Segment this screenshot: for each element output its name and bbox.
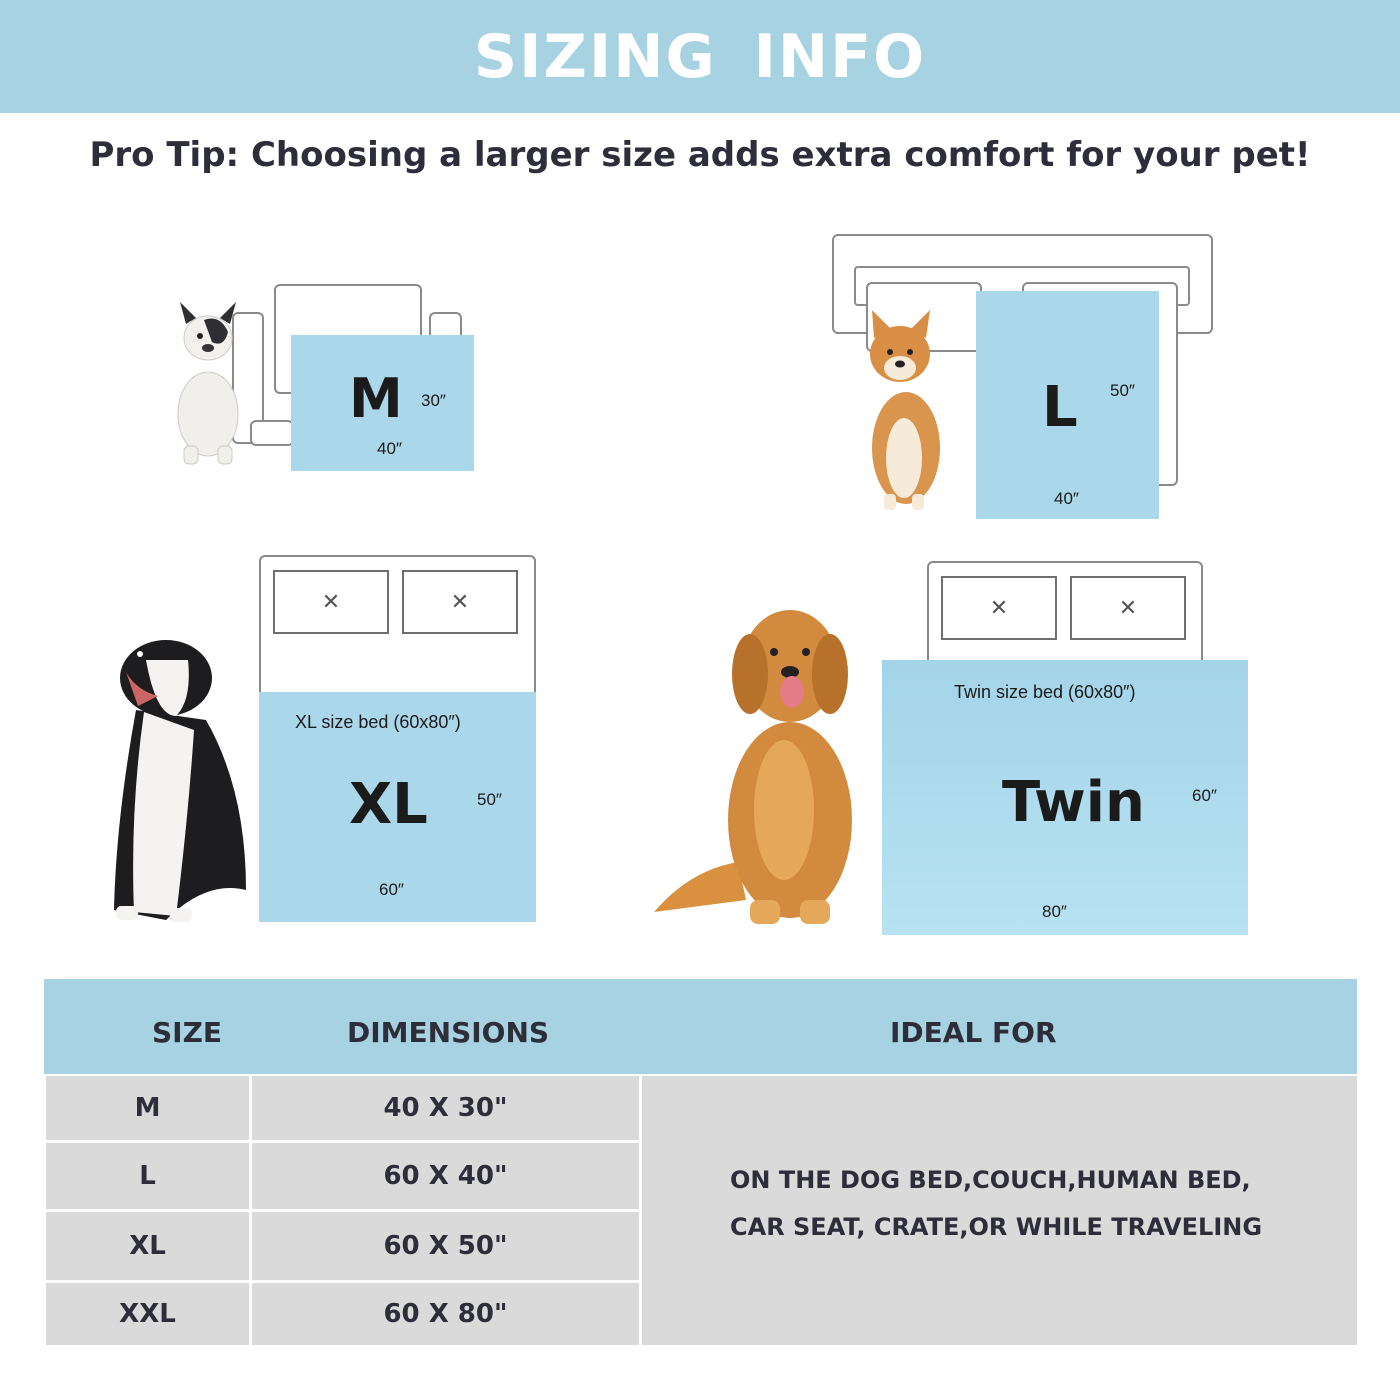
armchair-leg-outline xyxy=(250,420,294,446)
dimension-bottom-xl: 60″ xyxy=(379,880,404,899)
table-cell-ideal-for xyxy=(642,1076,1357,1345)
golden-retriever-image xyxy=(650,600,872,930)
french-bulldog-image xyxy=(168,296,250,466)
table-header-row xyxy=(44,979,1357,1074)
dimension-bottom-twin: 80″ xyxy=(1042,902,1067,921)
pillow-left-twin: ✕ xyxy=(941,576,1057,640)
size-label-twin: Twin xyxy=(1002,770,1145,835)
dimension-side-xl: 50″ xyxy=(477,790,502,809)
blanket-xl xyxy=(259,692,536,922)
pillow-left-xl: ✕ xyxy=(273,570,389,634)
table-cell-size: XXL xyxy=(46,1283,249,1345)
ideal-for-line-2: CAR SEAT, CRATE,OR WHILE TRAVELING xyxy=(730,1213,1263,1241)
dimension-side-l: 50″ xyxy=(1110,381,1135,400)
table-cell-dimensions: 60 X 80" xyxy=(252,1283,639,1345)
caption-xl: XL size bed (60x80″) xyxy=(295,712,461,732)
pillow-right-xl: ✕ xyxy=(402,570,518,634)
table-cell-dimensions: 40 X 30" xyxy=(252,1076,639,1140)
header-banner xyxy=(0,0,1400,113)
table-cell-size: L xyxy=(46,1143,249,1209)
size-label-l: L xyxy=(1042,375,1078,440)
ideal-for-line-1: ON THE DOG BED,COUCH,HUMAN BED, xyxy=(730,1166,1251,1194)
table-header-size: SIZE xyxy=(152,1016,223,1049)
table-cell-dimensions: 60 X 40" xyxy=(252,1143,639,1209)
blanket-m xyxy=(291,335,474,471)
table-cell-dimensions: 60 X 50" xyxy=(252,1212,639,1280)
pro-tip-text: Pro Tip: Choosing a larger size adds extra comfort for your pet! xyxy=(89,135,1311,175)
dimension-side-m: 30″ xyxy=(421,391,446,410)
caption-twin: Twin size bed (60x80″) xyxy=(954,682,1136,702)
blanket-twin xyxy=(882,660,1248,935)
dimension-bottom-l: 40″ xyxy=(1054,489,1079,508)
size-label-m: M xyxy=(349,367,403,430)
border-collie-image xyxy=(96,620,256,928)
table-cell-size: M xyxy=(46,1076,249,1140)
shiba-inu-image xyxy=(856,308,960,512)
dimension-bottom-m: 40″ xyxy=(377,439,402,458)
pillow-right-twin: ✕ xyxy=(1070,576,1186,640)
blanket-l xyxy=(976,291,1159,519)
table-header-ideal: IDEAL FOR xyxy=(890,1016,1057,1049)
table-cell-size: XL xyxy=(46,1212,249,1280)
dimension-side-twin: 60″ xyxy=(1192,786,1217,805)
page-title: SIZING INFO xyxy=(473,21,927,92)
size-label-xl: XL xyxy=(349,772,428,837)
table-header-dimensions: DIMENSIONS xyxy=(347,1016,550,1049)
